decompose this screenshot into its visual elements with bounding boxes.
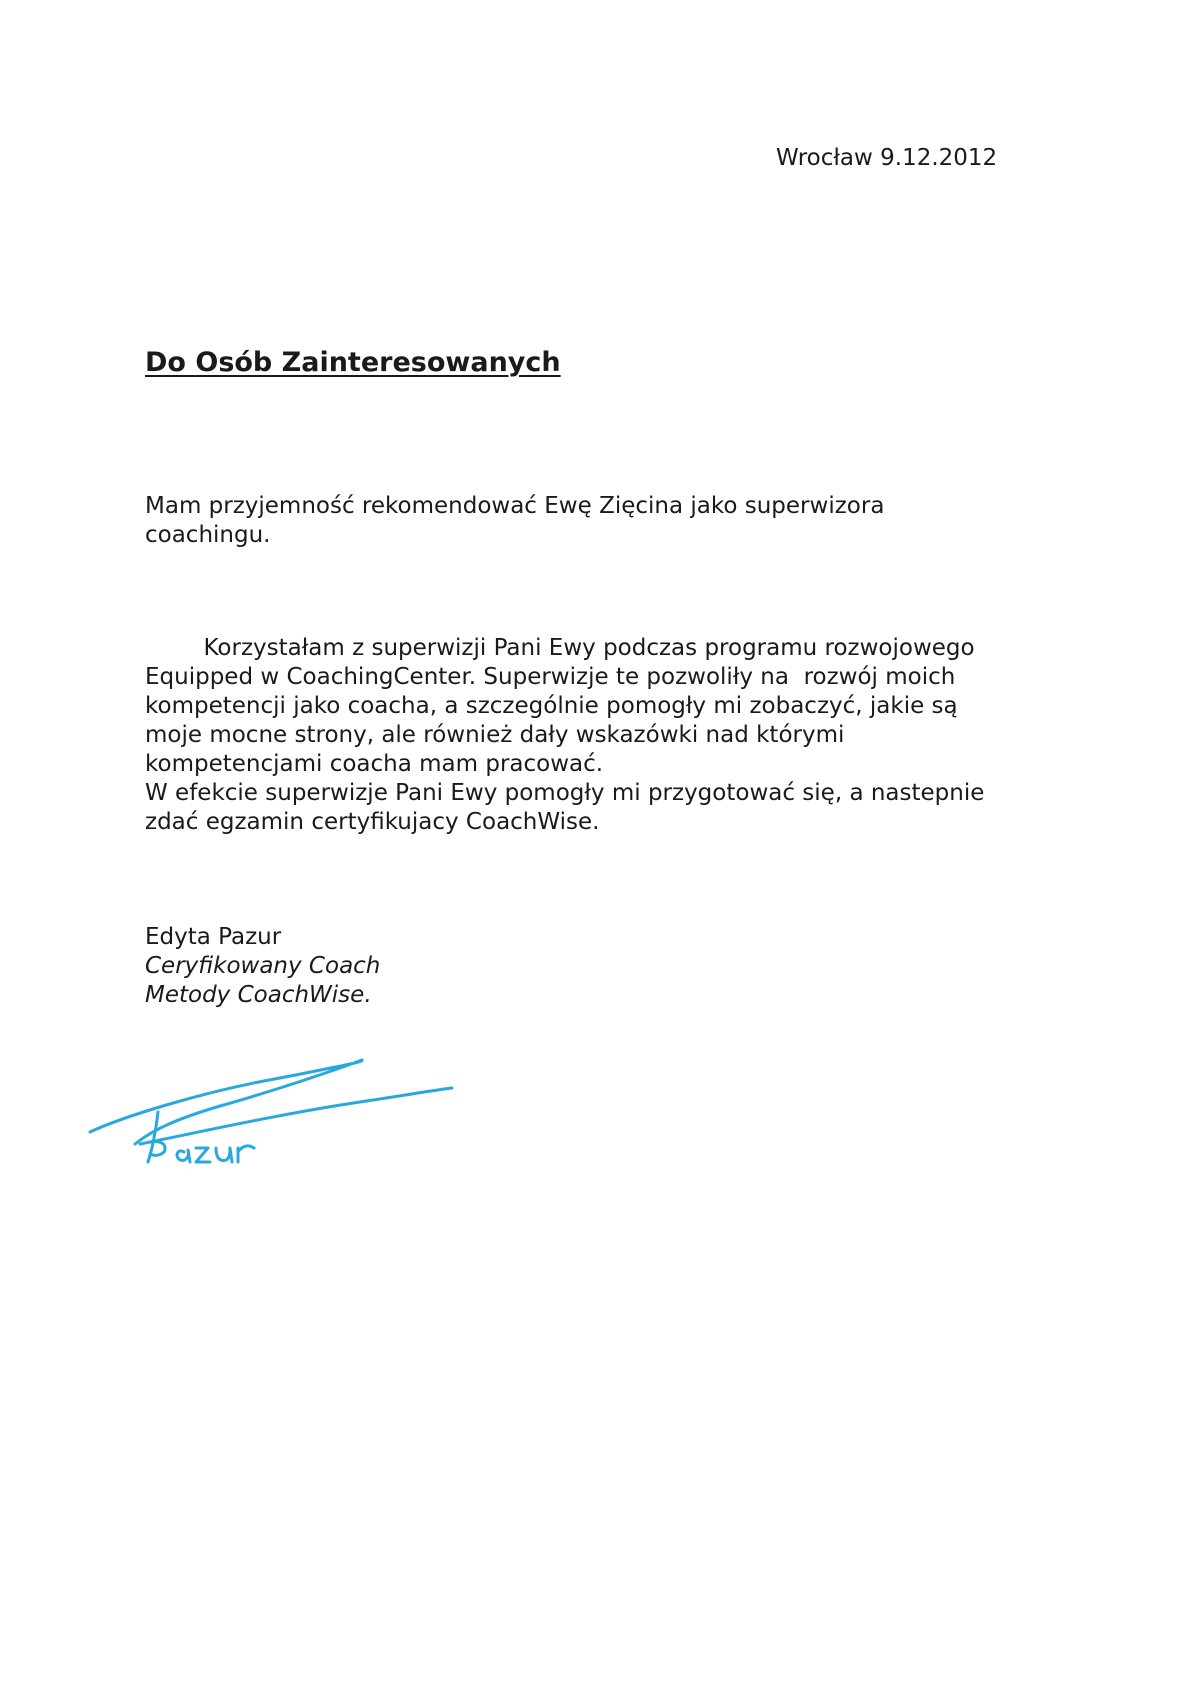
body-line: Equipped w CoachingCenter. Superwizje te pozwoliły na rozwój moich <box>145 664 956 690</box>
signer-name: Edyta Pazur <box>145 924 282 950</box>
body-line: kompetencjami coacha mam pracować. <box>145 751 604 777</box>
letter-date: Wrocław 9.12.2012 <box>776 145 998 171</box>
body-line: Korzystałam z superwizji Pani Ewy podczas programu rozwojowego <box>145 635 975 661</box>
body-line: zdać egzamin certyfikujacy CoachWise. <box>145 809 600 835</box>
handwritten-signature <box>80 1040 480 1180</box>
intro-line: Mam przyjemność rekomendować Ewę Zięcina jako superwizora <box>145 493 885 519</box>
intro-line: coachingu. <box>145 522 271 548</box>
letter-heading: Do Osób Zainteresowanych <box>145 347 561 378</box>
body-line: kompetencji jako coacha, a szczególnie pomogły mi zobaczyć, jakie są <box>145 693 958 719</box>
signer-title: Ceryfikowany Coach <box>145 953 381 979</box>
body-line: W efekcie superwizje Pani Ewy pomogły mi przygotować się, a nastepnie <box>145 780 985 806</box>
signer-title: Metody CoachWise. <box>145 982 372 1008</box>
body-line: moje mocne strony, ale również dały wskazówki nad którymi <box>145 722 845 748</box>
